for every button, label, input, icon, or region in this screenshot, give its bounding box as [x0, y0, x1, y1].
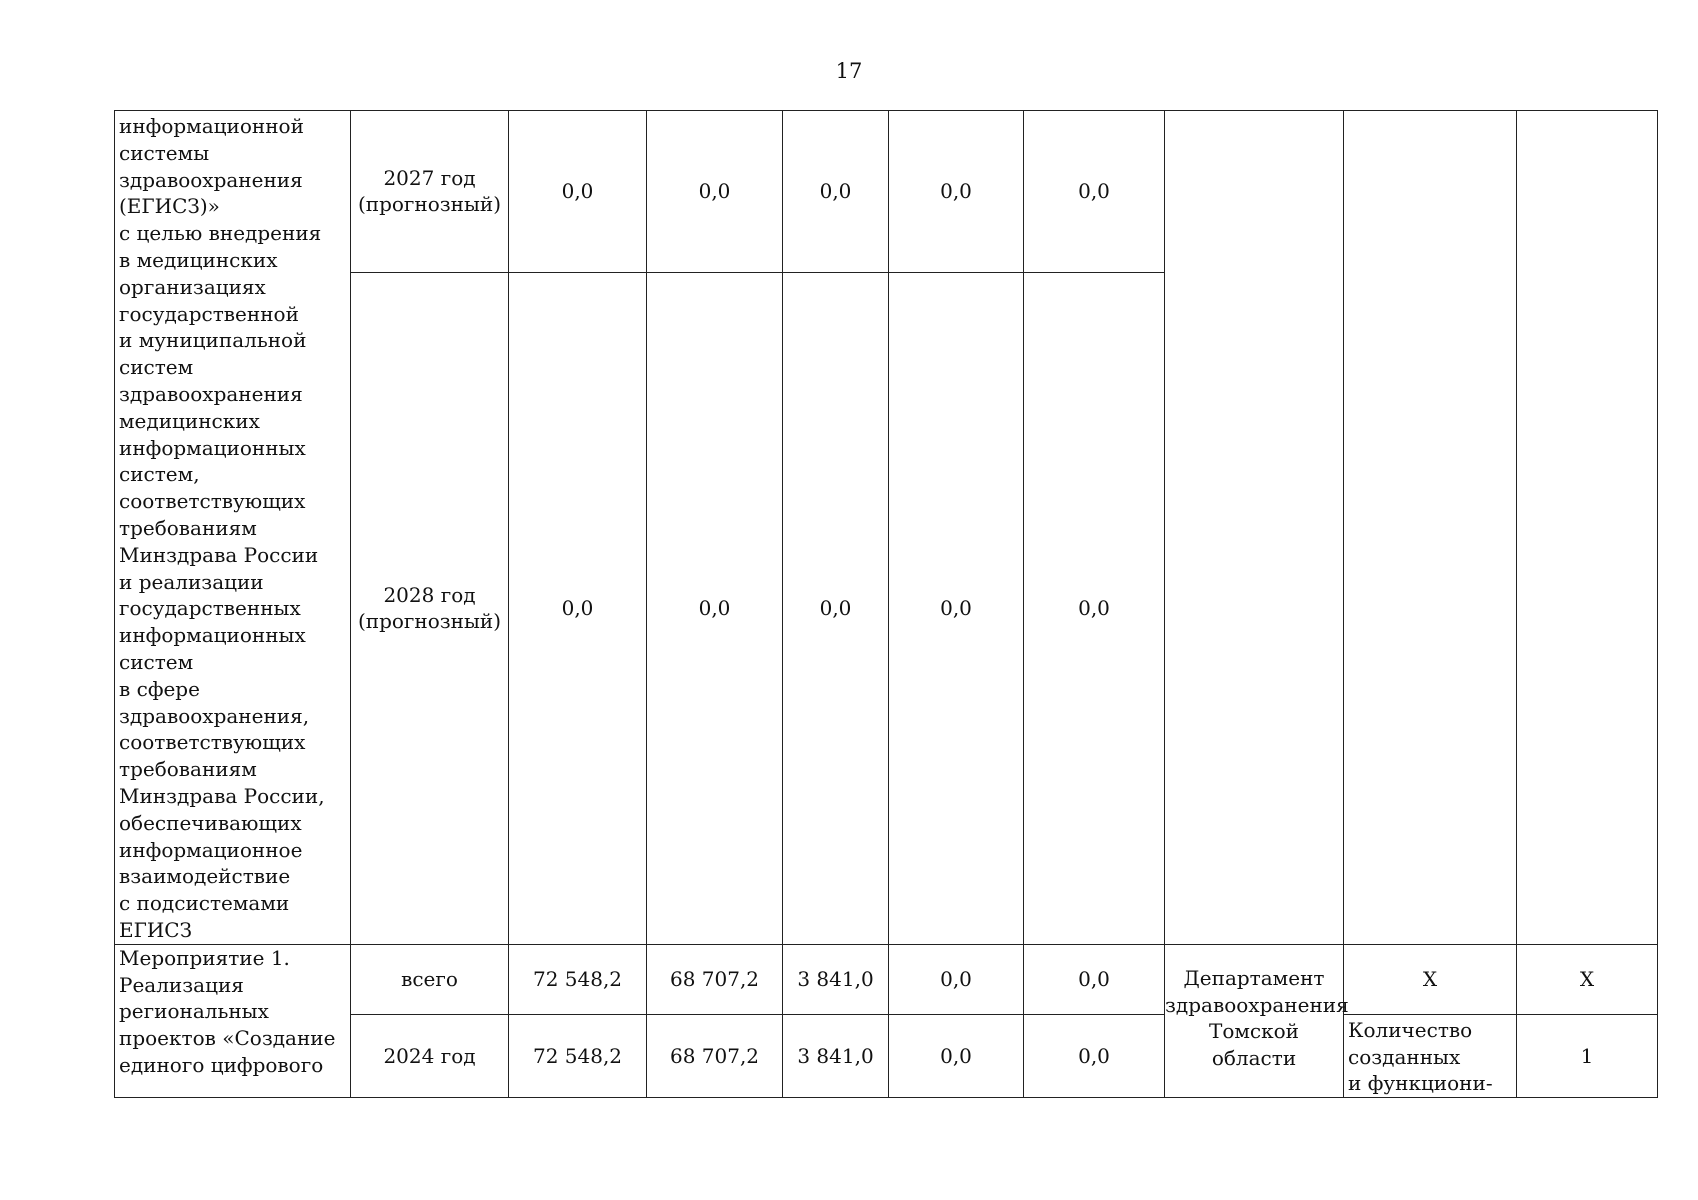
description-line: проектов «Создание [119, 1026, 336, 1051]
table-row [115, 111, 1658, 273]
value-cell: 72 548,2 [509, 1014, 647, 1097]
description-line: обеспечивающих [119, 810, 302, 835]
description-line: соответствующих [119, 730, 306, 755]
description-line: соответствующих [119, 489, 306, 514]
value-cell: 0,0 [783, 111, 889, 273]
description-line: здравоохранения, [119, 703, 310, 728]
responsible-line: области [1211, 1046, 1297, 1071]
description-line: здравоохранения [119, 381, 303, 406]
value-cell: 3 841,0 [783, 944, 889, 1014]
period-cell: 2024 год [351, 1014, 509, 1097]
value-cell: 68 707,2 [647, 1014, 783, 1097]
description-line: системы [119, 140, 210, 165]
value-cell: 3 841,0 [783, 1014, 889, 1097]
description-line: систем [119, 649, 194, 674]
value-cell: 0,0 [889, 272, 1024, 944]
value-cell: 0,0 [1024, 272, 1165, 944]
description-line: в медицинских [119, 247, 278, 272]
responsible-cell-empty [1165, 111, 1344, 945]
indicator-line: созданных [1348, 1044, 1461, 1069]
description-line: единого цифрового [119, 1052, 324, 1077]
description-line: в сфере [119, 676, 200, 701]
value-cell: 0,0 [1024, 1014, 1165, 1097]
period-year: 2027 год [383, 165, 476, 190]
event-description-cell [115, 111, 351, 945]
value-cell: 0,0 [889, 1014, 1024, 1097]
description-line: информационных [119, 435, 306, 460]
responsible-line: Департамент [1183, 965, 1325, 990]
period-note: (прогнозный) [357, 609, 502, 634]
description-line: Реализация [119, 972, 244, 997]
value-cell: 68 707,2 [647, 944, 783, 1014]
value-cell: 72 548,2 [509, 944, 647, 1014]
description-line: организациях [119, 274, 266, 299]
value-cell: 0,0 [889, 111, 1024, 273]
description-line: взаимодействие [119, 864, 291, 889]
description-line: требованиям [119, 515, 257, 540]
description-line: требованиям [119, 757, 257, 782]
description-line: с подсистемами [119, 891, 290, 916]
description-line: и реализации [119, 569, 264, 594]
description-line: Мероприятие 1. [119, 945, 290, 970]
indicator-cell: X [1344, 944, 1517, 1014]
description-line: с целью внедрения [119, 221, 322, 246]
event-1-description-cell [115, 944, 351, 1097]
table-row [115, 944, 1658, 1014]
description-line: Минздрава России [119, 542, 319, 567]
period-year: 2028 год [383, 582, 476, 607]
description-line: информационное [119, 837, 303, 862]
indicator-cell-empty [1344, 111, 1517, 945]
description-line: ЕГИСЗ [119, 917, 193, 942]
description-line: государственных [119, 596, 301, 621]
description-line: Минздрава России, [119, 783, 325, 808]
value-cell: 0,0 [509, 272, 647, 944]
description-line: систем, [119, 462, 200, 487]
description-line: здравоохранения [119, 167, 303, 192]
description-line: региональных [119, 999, 269, 1024]
page-number: 17 [835, 59, 863, 83]
period-cell [351, 111, 509, 273]
value-cell: 0,0 [783, 272, 889, 944]
description-line: государственной [119, 301, 299, 326]
responsible-line: Томской [1208, 1019, 1299, 1044]
value-cell: 0,0 [1024, 944, 1165, 1014]
financing-table [114, 110, 1658, 1098]
description-line: (ЕГИСЗ)» [119, 194, 220, 219]
indicator-value-cell-empty [1517, 111, 1658, 945]
value-cell: 0,0 [889, 944, 1024, 1014]
indicator-line: Количество [1348, 1017, 1473, 1042]
indicator-value-cell: 1 [1517, 1014, 1658, 1097]
description-line: медицинских [119, 408, 260, 433]
period-cell: всего [351, 944, 509, 1014]
value-cell: 0,0 [647, 111, 783, 273]
description-line: информационной [119, 114, 304, 138]
description-line: систем [119, 355, 194, 380]
indicator-value-cell: X [1517, 944, 1658, 1014]
description-line: информационных [119, 623, 306, 648]
description-line: и муниципальной [119, 328, 307, 353]
value-cell: 0,0 [647, 272, 783, 944]
period-note: (прогнозный) [357, 192, 502, 217]
value-cell: 0,0 [509, 111, 647, 273]
responsible-cell [1165, 944, 1349, 1097]
indicator-line: и функциони- [1348, 1071, 1493, 1096]
value-cell: 0,0 [1024, 111, 1165, 273]
responsible-line: здравоохранения [1165, 992, 1349, 1017]
period-cell [351, 272, 509, 944]
indicator-cell [1344, 1014, 1517, 1097]
